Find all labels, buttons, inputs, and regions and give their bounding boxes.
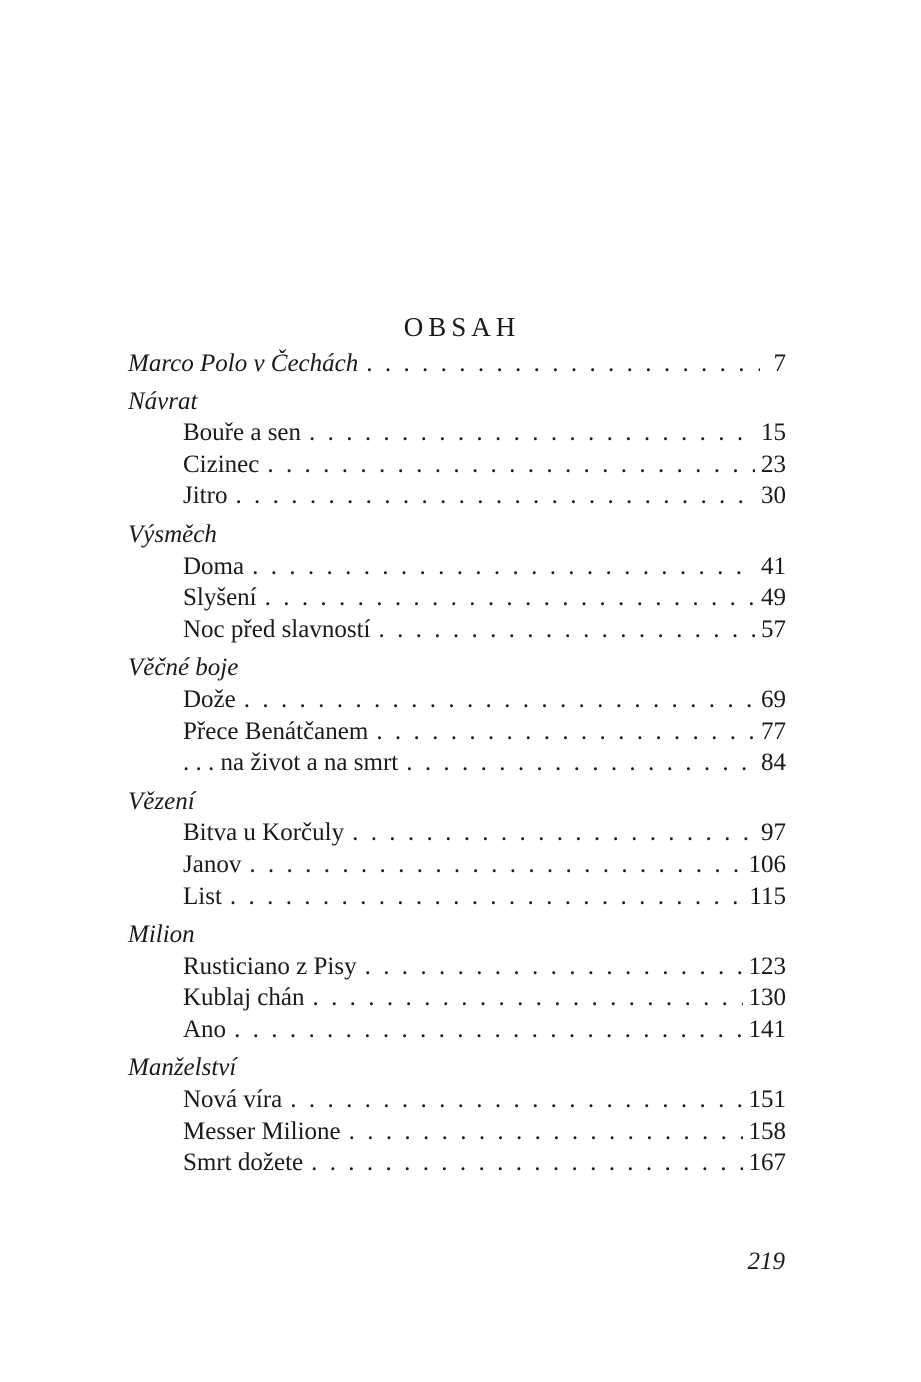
toc-entry[interactable] (128, 1116, 786, 1148)
toc-entry-label: Přece Benátčanem (183, 717, 369, 745)
toc-entry-label: Nová víra (183, 1086, 283, 1114)
toc-entry[interactable] (128, 716, 786, 748)
toc-entry-page: 77 (761, 717, 786, 745)
leader-dots (349, 1116, 743, 1148)
section-heading: Vězení (128, 787, 195, 815)
toc-entry[interactable] (128, 1147, 786, 1179)
toc-entry-page: 123 (748, 952, 786, 980)
toc-entry[interactable] (128, 747, 786, 779)
toc-entry-page: 69 (761, 685, 786, 713)
leader-dots (235, 480, 755, 512)
toc-entry-page: 57 (761, 615, 786, 643)
leader-dots (234, 1014, 742, 1046)
leader-dots (265, 582, 755, 614)
toc-entry[interactable] (128, 417, 786, 449)
toc-entry-page: 115 (749, 882, 786, 910)
toc-entry-page: 158 (748, 1117, 786, 1145)
leader-dots (267, 449, 755, 481)
toc-entry-label: Slyšení (183, 584, 257, 612)
toc-entry-page: 167 (748, 1149, 786, 1177)
section-heading: Věčné boje (128, 654, 239, 682)
toc-entry[interactable] (128, 817, 786, 849)
leader-dots (230, 881, 744, 913)
leader-dots (309, 417, 755, 449)
toc-entry-prologue[interactable] (128, 348, 786, 380)
toc-entry-page: 97 (761, 819, 786, 847)
table-of-contents (128, 306, 786, 1179)
toc-title: OBSAH (403, 312, 521, 342)
leader-dots (312, 982, 742, 1014)
toc-entry-page: 15 (761, 419, 786, 447)
toc-entry[interactable] (128, 951, 786, 983)
leader-dots (352, 817, 755, 849)
page-number: 219 (747, 1248, 785, 1275)
leader-dots (366, 348, 760, 380)
toc-entry-label: . . . na život a na smrt (183, 749, 399, 777)
toc-entry-page: 141 (748, 1015, 786, 1043)
toc-entry-label: Ano (183, 1015, 227, 1043)
section-heading: Návrat (128, 387, 198, 415)
toc-entry-label: Kublaj chán (183, 984, 305, 1012)
toc-entry-label: Jitro (183, 482, 228, 510)
leader-dots (252, 551, 755, 583)
toc-entry-page: 130 (748, 984, 786, 1012)
leader-dots (249, 849, 742, 881)
toc-entry[interactable] (128, 881, 786, 913)
leader-dots (311, 1147, 742, 1179)
section-heading: Milion (128, 921, 195, 949)
leader-dots (290, 1084, 742, 1116)
toc-entry-page: 151 (748, 1086, 786, 1114)
toc-entry[interactable] (128, 551, 786, 583)
toc-entry-label: Janov (183, 850, 242, 878)
toc-entry[interactable] (128, 684, 786, 716)
toc-entry[interactable] (128, 614, 786, 646)
toc-entry[interactable] (128, 1014, 786, 1046)
toc-entry-page: 84 (761, 749, 786, 777)
leader-dots (378, 614, 755, 646)
toc-entry-label: Dože (183, 685, 236, 713)
section-heading: Manželství (128, 1054, 237, 1082)
toc-entry-label: Messer Milione (183, 1117, 341, 1145)
toc-entry[interactable] (128, 849, 786, 881)
leader-dots (406, 747, 755, 779)
toc-entry[interactable] (128, 982, 786, 1014)
toc-entry[interactable] (128, 449, 786, 481)
toc-entry-label: Doma (183, 552, 245, 580)
toc-entry-label: Bouře a sen (183, 419, 302, 447)
toc-entry-label: List (183, 882, 222, 910)
leader-dots (244, 684, 755, 716)
toc-entry-page: 7 (773, 350, 786, 377)
section-heading: Výsměch (128, 520, 217, 548)
toc-entry-label: Bitva u Korčuly (183, 819, 345, 847)
leader-dots (376, 716, 755, 748)
toc-entry-page: 23 (761, 450, 786, 478)
toc-entry[interactable] (128, 480, 786, 512)
toc-entry-label: Rusticiano z Pisy (183, 952, 357, 980)
toc-entry-page: 41 (761, 552, 786, 580)
toc-entry[interactable] (128, 1084, 786, 1116)
toc-entry-label: Marco Polo v Čechách (128, 350, 359, 377)
toc-entry-page: 30 (761, 482, 786, 510)
toc-entry-page: 49 (761, 584, 786, 612)
leader-dots (365, 951, 743, 983)
toc-sections (128, 386, 786, 1179)
toc-entry-label: Cizinec (183, 450, 260, 478)
toc-entry-page: 106 (748, 850, 786, 878)
toc-entry-label: Smrt dožete (183, 1149, 304, 1177)
toc-entry-label: Noc před slavností (183, 615, 371, 643)
toc-entry[interactable] (128, 582, 786, 614)
